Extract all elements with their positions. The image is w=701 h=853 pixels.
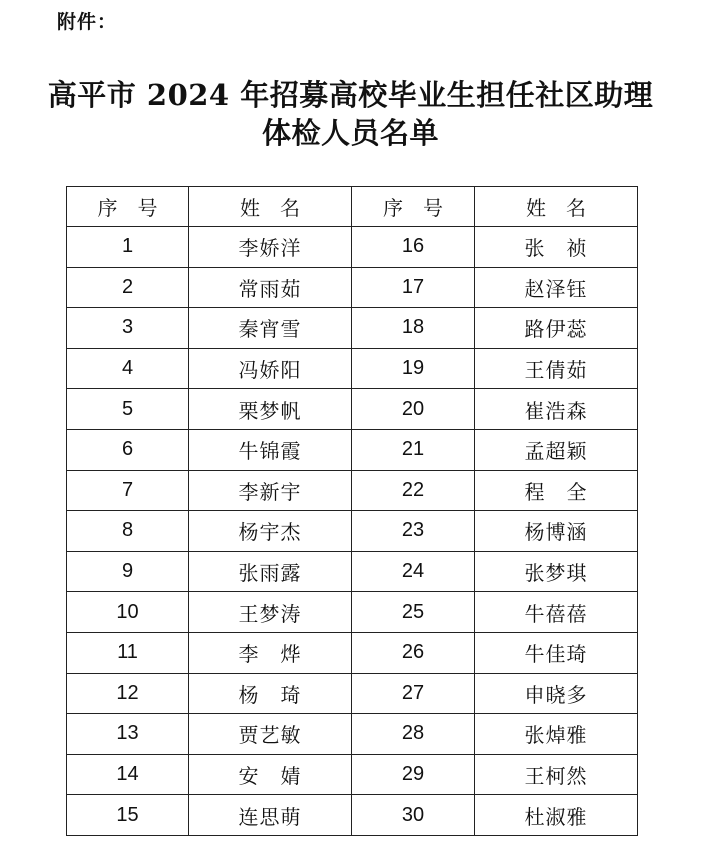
table-row — [67, 714, 638, 755]
table-row — [67, 348, 638, 389]
serial-number-cell: 29 — [352, 754, 475, 795]
name-cell: 申晓多 — [475, 673, 638, 714]
attachment-label: 附件： — [57, 11, 118, 33]
name-cell: 连思萌 — [189, 795, 352, 836]
table-row — [67, 308, 638, 349]
serial-number-cell: 14 — [67, 754, 189, 795]
name-cell: 孟超颖 — [475, 429, 638, 470]
serial-number-cell: 10 — [67, 592, 189, 633]
name-cell: 张 祯 — [475, 227, 638, 268]
table-row — [67, 267, 638, 308]
serial-number-cell: 11 — [67, 632, 189, 673]
table-row — [67, 511, 638, 552]
serial-number-cell: 8 — [67, 511, 189, 552]
name-cell: 秦宵雪 — [189, 308, 352, 349]
serial-number-cell: 6 — [67, 429, 189, 470]
name-cell: 赵泽钰 — [475, 267, 638, 308]
name-cell: 王倩茹 — [475, 348, 638, 389]
serial-number-cell: 7 — [67, 470, 189, 511]
name-cell: 杨博涵 — [475, 511, 638, 552]
name-cell: 牛蓓蓓 — [475, 592, 638, 633]
name-cell: 路伊蕊 — [475, 308, 638, 349]
table-row — [67, 227, 638, 268]
name-cell: 安 婧 — [189, 754, 352, 795]
name-cell: 冯娇阳 — [189, 348, 352, 389]
name-cell: 杨宇杰 — [189, 511, 352, 552]
table-row — [67, 470, 638, 511]
table-row — [67, 592, 638, 633]
header-name-right: 姓 名 — [475, 187, 638, 227]
name-cell: 杨 琦 — [189, 673, 352, 714]
serial-number-cell: 3 — [67, 308, 189, 349]
serial-number-cell: 25 — [352, 592, 475, 633]
serial-number-cell: 16 — [352, 227, 475, 268]
serial-number-cell: 22 — [352, 470, 475, 511]
name-cell: 常雨茹 — [189, 267, 352, 308]
serial-number-cell: 9 — [67, 551, 189, 592]
document-title-line-1: 高平市 2024 年招募高校毕业生担任社区助理 — [47, 78, 654, 112]
serial-number-cell: 12 — [67, 673, 189, 714]
serial-number-cell: 2 — [67, 267, 189, 308]
table-row — [67, 429, 638, 470]
name-cell: 张雨露 — [189, 551, 352, 592]
table-row — [67, 795, 638, 836]
table-row — [67, 551, 638, 592]
serial-number-cell: 20 — [352, 389, 475, 430]
header-row — [67, 187, 638, 227]
name-cell: 牛锦霞 — [189, 429, 352, 470]
name-cell: 牛佳琦 — [475, 632, 638, 673]
name-cell: 王梦涛 — [189, 592, 352, 633]
name-cell: 张焯雅 — [475, 714, 638, 755]
name-cell: 程 全 — [475, 470, 638, 511]
header-serial-number-right: 序 号 — [352, 187, 475, 227]
serial-number-cell: 1 — [67, 227, 189, 268]
examinee-roster-table — [66, 186, 638, 836]
table-body — [67, 227, 638, 836]
table-header — [67, 187, 638, 227]
header-name-left: 姓 名 — [189, 187, 352, 227]
table-row — [67, 754, 638, 795]
name-cell: 李娇洋 — [189, 227, 352, 268]
document-title-line-2: 体检人员名单 — [261, 116, 439, 150]
serial-number-cell: 19 — [352, 348, 475, 389]
serial-number-cell: 27 — [352, 673, 475, 714]
name-cell: 王柯然 — [475, 754, 638, 795]
name-cell: 栗梦帆 — [189, 389, 352, 430]
serial-number-cell: 23 — [352, 511, 475, 552]
serial-number-cell: 5 — [67, 389, 189, 430]
name-cell: 贾艺敏 — [189, 714, 352, 755]
serial-number-cell: 30 — [352, 795, 475, 836]
table-row — [67, 673, 638, 714]
table-row — [67, 632, 638, 673]
serial-number-cell: 4 — [67, 348, 189, 389]
name-cell: 李 烨 — [189, 632, 352, 673]
serial-number-cell: 26 — [352, 632, 475, 673]
name-cell: 李新宇 — [189, 470, 352, 511]
table-row — [67, 389, 638, 430]
serial-number-cell: 28 — [352, 714, 475, 755]
serial-number-cell: 21 — [352, 429, 475, 470]
serial-number-cell: 17 — [352, 267, 475, 308]
serial-number-cell: 24 — [352, 551, 475, 592]
name-cell: 张梦琪 — [475, 551, 638, 592]
name-cell: 杜淑雅 — [475, 795, 638, 836]
serial-number-cell: 18 — [352, 308, 475, 349]
name-cell: 崔浩森 — [475, 389, 638, 430]
header-serial-number-left: 序 号 — [67, 187, 189, 227]
serial-number-cell: 13 — [67, 714, 189, 755]
serial-number-cell: 15 — [67, 795, 189, 836]
